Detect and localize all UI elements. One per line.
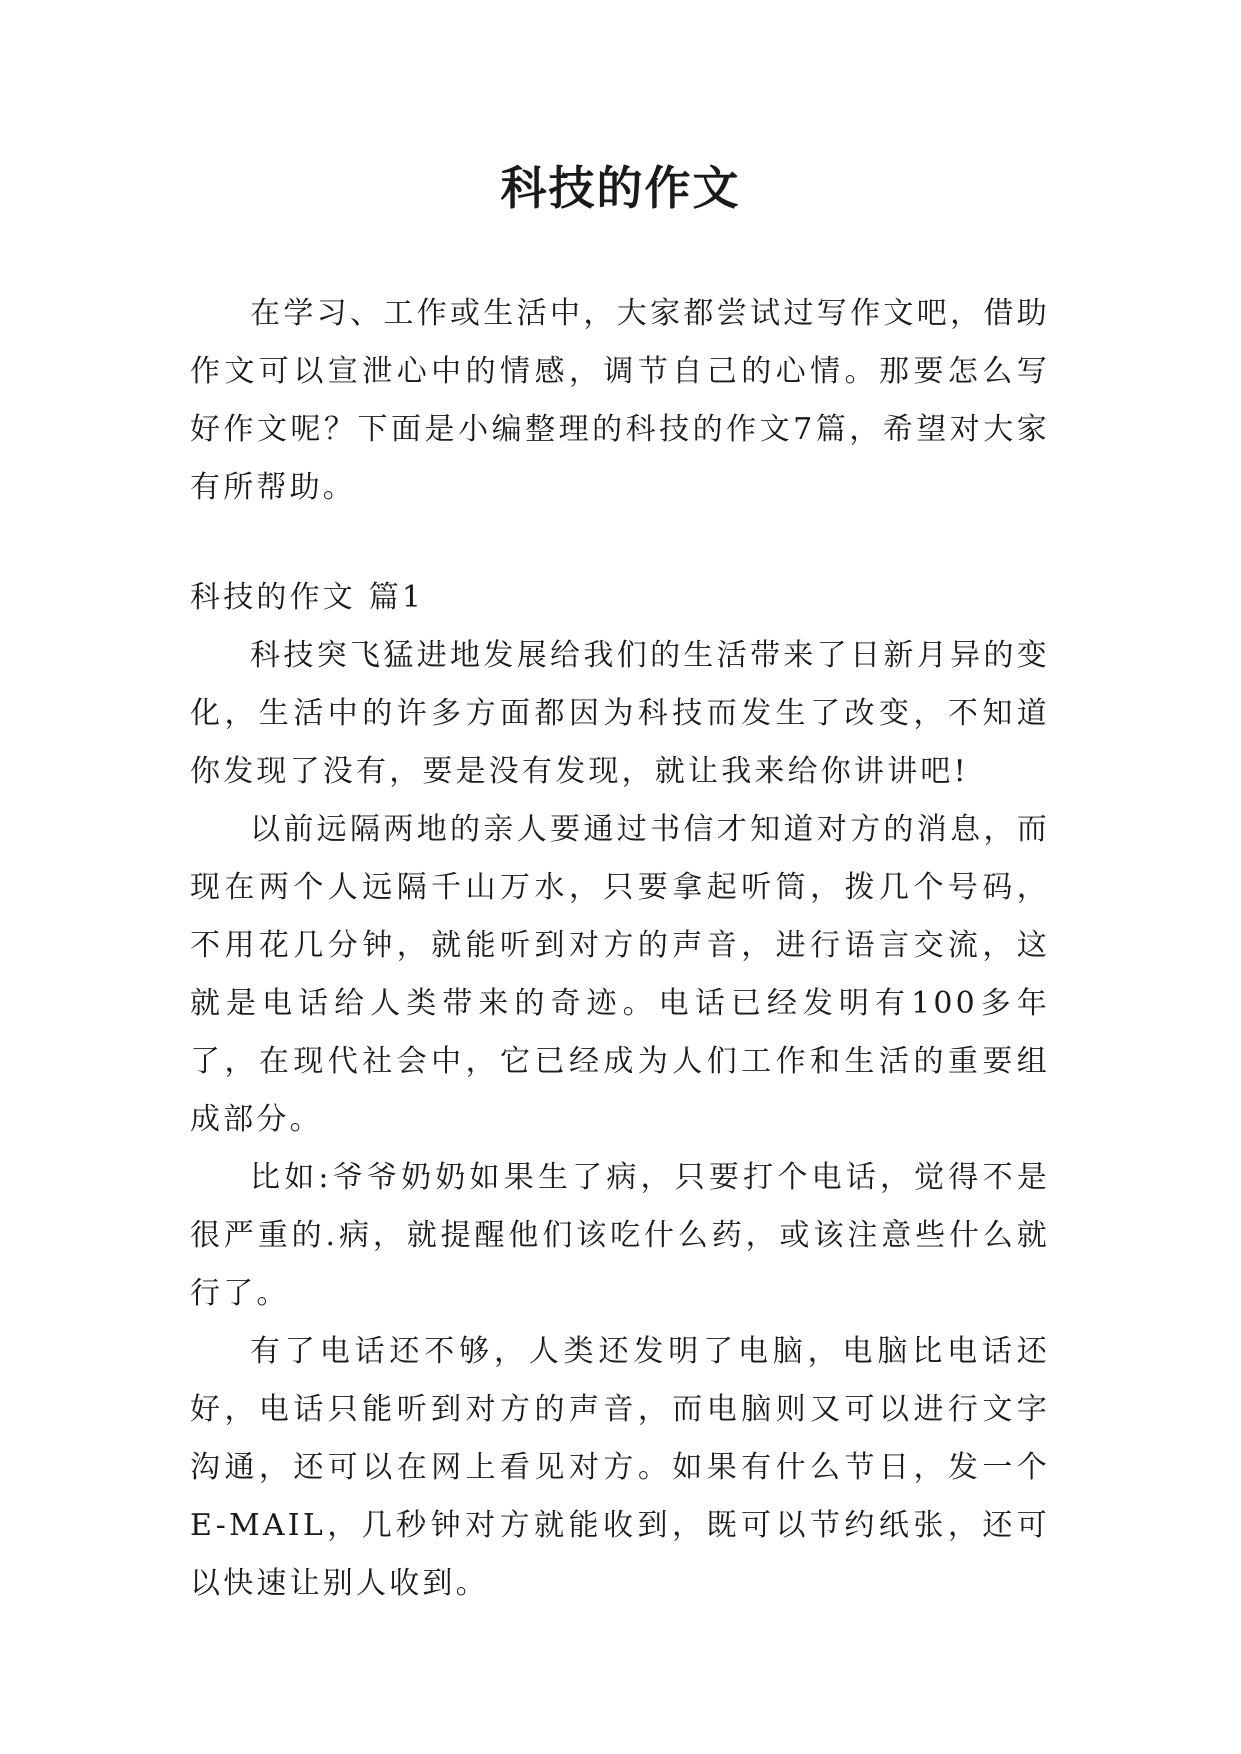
body-paragraph-4: 有了电话还不够，人类还发明了电脑，电脑比电话还好，电话只能听到对方的声音，而电脑则又可以进行文字沟通，还可以在网上看见对方。如果有什么节日，发一个E-MAIL，几秒钟对方就能收到，既可以节约纸张，还可以快速让别人收到。 — [190, 1334, 1050, 1601]
body-paragraph-1: 科技突飞猛进地发展给我们的生活带来了日新月异的变化，生活中的许多方面都因为科技而发生了改变，不知道你发现了没有，要是没有发现，就让我来给你讲讲吧! — [190, 638, 1050, 789]
section-heading: 科技的作文 篇1 — [190, 580, 425, 615]
intro-paragraph: 在学习、工作或生活中，大家都尝试过写作文吧，借助作文可以宣泄心中的情感，调节自己的心情。那要怎么写好作文呢？下面是小编整理的科技的作文7篇，希望对大家有所帮助。 — [190, 296, 1050, 505]
body-paragraph-2: 以前远隔两地的亲人要通过书信才知道对方的消息，而现在两个人远隔千山万水，只要拿起听筒，拨几个号码，不用花几分钟，就能听到对方的声音，进行语言交流，这就是电话给人类带来的奇迹。电话已经发明有100多年了，在现代社会中，它已经成为人们工作和生活的重要组成部分。 — [190, 812, 1050, 1137]
page-title: 科技的作文 — [500, 161, 741, 215]
document-body — [190, 285, 1050, 1613]
body-paragraph-3: 比如:爷爷奶奶如果生了病，只要打个电话，觉得不是很严重的.病，就提醒他们该吃什么药，或该注意些什么就行了。 — [190, 1160, 1050, 1311]
